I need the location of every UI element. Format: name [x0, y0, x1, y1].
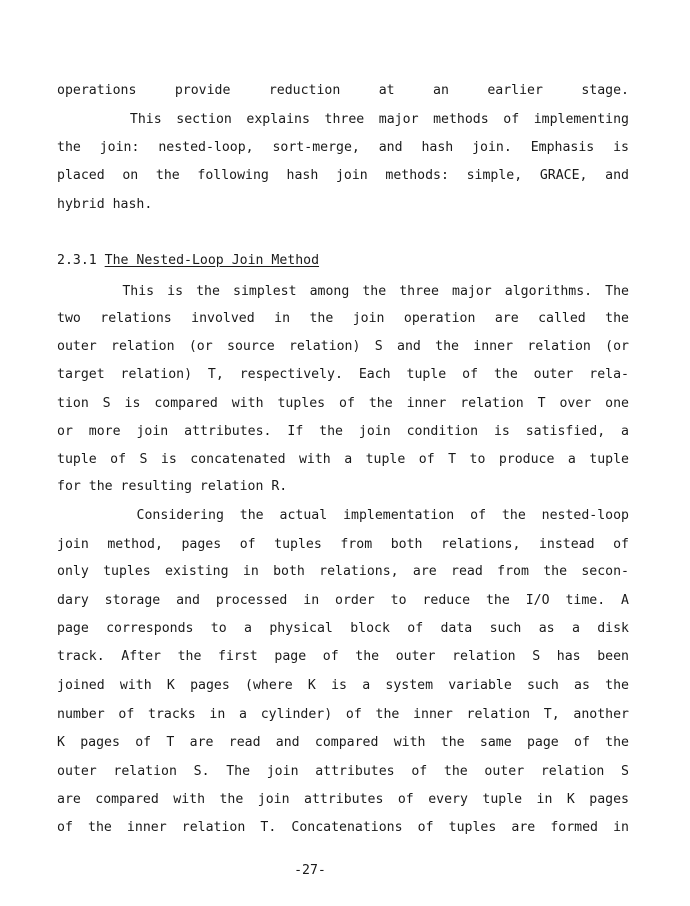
page-number: -27- [294, 863, 326, 878]
text-line: This is the simplest among the three major algorithms. The [57, 284, 629, 299]
section-number: 2.3.1 [57, 253, 97, 268]
text-line: for the resulting relation R. [57, 479, 288, 494]
text-line: of the inner relation T. Concatenations of tuples are formed in [57, 820, 629, 835]
section-heading [57, 251, 629, 271]
text-line: join method, pages of tuples from both relations, instead of [57, 537, 629, 552]
text-line: K pages of T are read and compared with the same page of the [57, 735, 629, 750]
text-line: the join: nested-loop, sort-merge, and hash join. Emphasis is [57, 140, 629, 155]
text-line: joined with K pages (where K is a system variable such as the [57, 678, 629, 693]
text-line: operations provide reduction at an earlier stage. [57, 83, 629, 98]
text-line: or more join attributes. If the join condition is satisfied, a [57, 424, 629, 439]
text-line: placed on the following hash join methods: simple, GRACE, and [57, 168, 629, 183]
text-line: two relations involved in the join operation are called the [57, 311, 629, 326]
text-line: are compared with the join attributes of every tuple in K pages [57, 792, 629, 807]
text-line: tuple of S is concatenated with a tuple of T to produce a tuple [57, 452, 629, 467]
text-line: number of tracks in a cylinder) of the inner relation T, another [57, 707, 629, 722]
text-line: This section explains three major methods of implementing [57, 112, 629, 127]
text-line: page corresponds to a physical block of data such as a disk [57, 621, 629, 636]
text-line: hybrid hash. [57, 197, 153, 212]
text-line: dary storage and processed in order to reduce the I/O time. A [57, 593, 629, 608]
text-line: outer relation S. The join attributes of the outer relation S [57, 764, 629, 779]
text-line: only tuples existing in both relations, are read from the secon- [57, 564, 629, 579]
text-line: outer relation (or source relation) S and the inner relation (or [57, 339, 629, 354]
text-line: target relation) T, respectively. Each tuple of the outer rela- [57, 367, 629, 382]
text-line: track. After the first page of the outer relation S has been [57, 649, 629, 664]
text-line: Considering the actual implementation of the nested-loop [57, 508, 629, 523]
section-title: The Nested-Loop Join Method [104, 253, 320, 268]
text-line: tion S is compared with tuples of the inner relation T over one [57, 396, 629, 411]
